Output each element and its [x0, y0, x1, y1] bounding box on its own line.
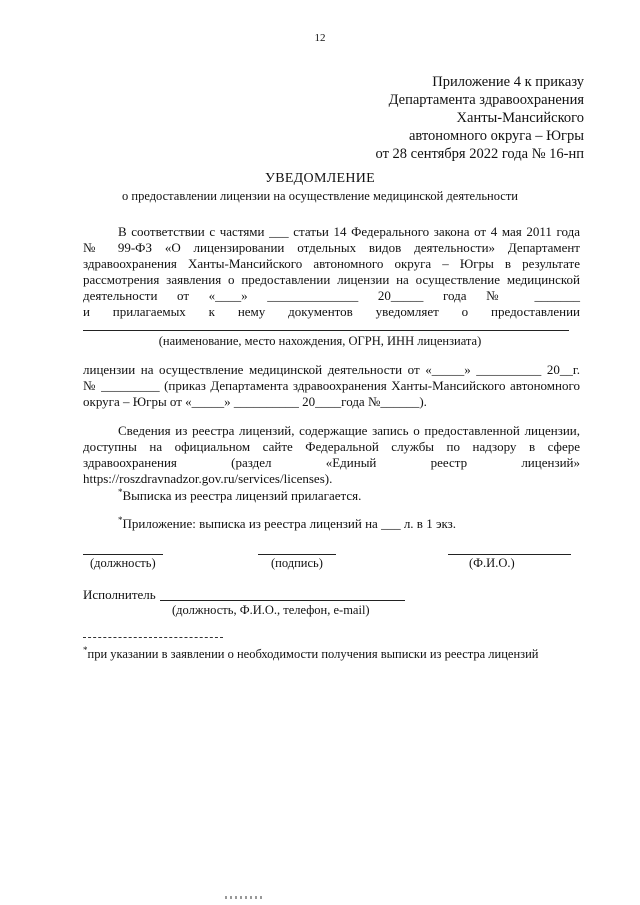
attachment-footnote-mark: * [118, 515, 123, 525]
paragraph-2-line-2: № _________ (приказ Департамента здравоохранения Ханты-Мансийского автономного [83, 378, 580, 393]
paragraph-3-line-1: Сведения из реестра лицензий, содержащие запись о предоставленной лицензии, [118, 423, 580, 438]
scan-artifact [225, 896, 265, 899]
signature-caption: (подпись) [271, 556, 323, 570]
extract-footnote-mark: * [118, 487, 123, 497]
appendix-line-1: Приложение 4 к приказу [432, 74, 584, 90]
paragraph-3-line-3: здравоохранения (раздел «Единый реестр лицензий» [83, 455, 580, 470]
executor-label: Исполнитель [83, 587, 156, 602]
fio-fill-line [448, 554, 571, 555]
page-number: 12 [314, 32, 326, 44]
document-title: УВЕДОМЛЕНИЕ [264, 171, 376, 186]
footnote-separator [83, 637, 223, 638]
paragraph-2-line-3: округа – Югры от «_____» __________ 20____года №______). [83, 394, 427, 409]
attachment-line [118, 512, 456, 532]
appendix-line-5: от 28 сентября 2022 года № 16-нп [375, 146, 584, 162]
paragraph-1-line-3: здравоохранения Ханты-Мансийского автономного округа – Югры в результате [83, 256, 580, 271]
executor-fill-line [160, 600, 405, 601]
licensee-fill-line [83, 330, 569, 331]
paragraph-3-line-4: https://roszdravnadzor.gov.ru/services/licenses). [83, 471, 333, 486]
appendix-line-2: Департамента здравоохранения [388, 92, 584, 108]
paragraph-1-line-6: и прилагаемых к нему документов уведомляет о предоставлении [83, 304, 580, 319]
appendix-line-4: автономного округа – Югры [408, 128, 584, 144]
document-subtitle: о предоставлении лицензии на осуществление медицинской деятельности [122, 189, 518, 203]
footnote-mark: * [83, 645, 88, 655]
paragraph-2-line-1: лицензии на осуществление медицинской деятельности от «_____» __________ 20__г. [83, 362, 580, 377]
appendix-line-3: Ханты-Мансийского [456, 110, 584, 126]
paragraph-3-line-2: доступны на официальном сайте Федеральной службы по надзору в сфере [83, 439, 580, 454]
attachment-text: Приложение: выписка из реестра лицензий на ___ л. в 1 экз. [122, 516, 457, 531]
paragraph-1-line-2: № 99-ФЗ «О лицензировании отдельных видов деятельности» Департамент [83, 240, 580, 255]
executor-caption: (должность, Ф.И.О., телефон, e-mail) [172, 603, 370, 617]
position-caption: (должность) [90, 556, 156, 570]
footnote-text: при указании в заявлении о необходимости получения выписки из реестра лицензий [87, 647, 539, 661]
licensee-caption: (наименование, место нахождения, ОГРН, ИНН лицензиата) [158, 334, 482, 348]
paragraph-1-line-1: В соответствии с частями ___ статьи 14 Федерального закона от 4 мая 2011 года [118, 224, 580, 239]
fio-caption: (Ф.И.О.) [469, 556, 515, 570]
extract-note [118, 484, 361, 504]
position-fill-line [83, 554, 163, 555]
extract-note-text: Выписка из реестра лицензий прилагается. [122, 488, 362, 503]
paragraph-1-line-5: деятельности от «____» ______________ 20_____ года № _______ [83, 288, 580, 303]
paragraph-1-line-4: рассмотрения заявления о предоставлении лицензии на осуществление медицинской [83, 272, 580, 287]
footnote [83, 645, 538, 662]
signature-fill-line [258, 554, 336, 555]
